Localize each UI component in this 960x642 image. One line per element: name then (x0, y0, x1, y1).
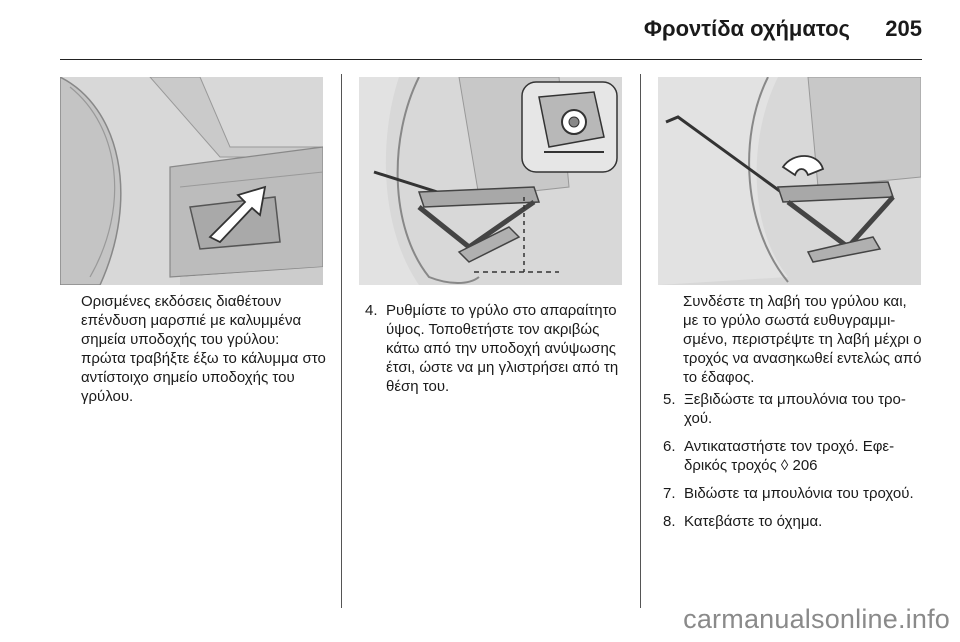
step-text: Ξεβιδώστε τα μπουλόνια του τροχού. (684, 391, 906, 427)
step-item (663, 512, 925, 531)
figure-jack-position (359, 77, 622, 285)
step-text: Βιδώστε τα μπουλόνια του τροχού. (684, 485, 914, 502)
step-list-col3 (663, 390, 925, 540)
figure-jack-handle (658, 77, 921, 285)
step-number: 7. (663, 485, 676, 502)
step-list-col2 (365, 301, 627, 405)
step-item (663, 437, 925, 475)
page-reference-link[interactable]: 206 (792, 457, 818, 474)
step-number: 6. (663, 438, 676, 455)
step-item (365, 301, 627, 396)
handle-paragraph: Συνδέστε τη λαβή του γρύλου και, με το γρύλο σωστά ευθυγραμμισμένο, περιστρέψτε τη λαβή μέχρι ο τροχός να ανασηκωθεί εντελώς από το έδαφος. (683, 293, 922, 386)
column-divider-left (341, 74, 342, 608)
step-item (663, 390, 925, 428)
step-text: Αντικαταστήστε τον τροχό. Εφεδρικός τροχός (684, 438, 895, 474)
jack-handle-illustration (658, 77, 921, 285)
step-text: Κατεβάστε το όχημα. (684, 513, 823, 530)
figure-sill-cover (60, 77, 323, 285)
step-text: Ρυθμίστε το γρύλο στο απαραίτητο ύψος. Τοποθετήστε τον ακριβώς κάτω από την υποδοχή ανύψωσης έτσι, ώστε να μη γλιστρήσει από τη θέση του. (386, 302, 619, 395)
page-number: 205 (885, 16, 922, 41)
page-reference-icon: ◊ (780, 457, 789, 474)
step-number: 8. (663, 513, 676, 530)
column-divider-right (640, 74, 641, 608)
step-item (663, 484, 925, 503)
jack-position-illustration (359, 77, 622, 285)
intro-paragraph: Ορισμένες εκδόσεις διαθέτουν επένδυση μαρσπιέ με καλυμμένα σημεία υποδοχής του γρύλου: πρώτα τραβήξτε έξω το κάλυμμα στο αντίστοιχο σημείο υποδοχής του γρύλου. (81, 293, 326, 405)
watermark: carmanualsonline.info (683, 604, 950, 634)
step-number: 4. (365, 302, 378, 319)
header-rule (60, 59, 922, 60)
sill-cover-illustration (60, 77, 323, 285)
step-number: 5. (663, 391, 676, 408)
page-header-title: Φροντίδα οχήματος (643, 16, 850, 41)
